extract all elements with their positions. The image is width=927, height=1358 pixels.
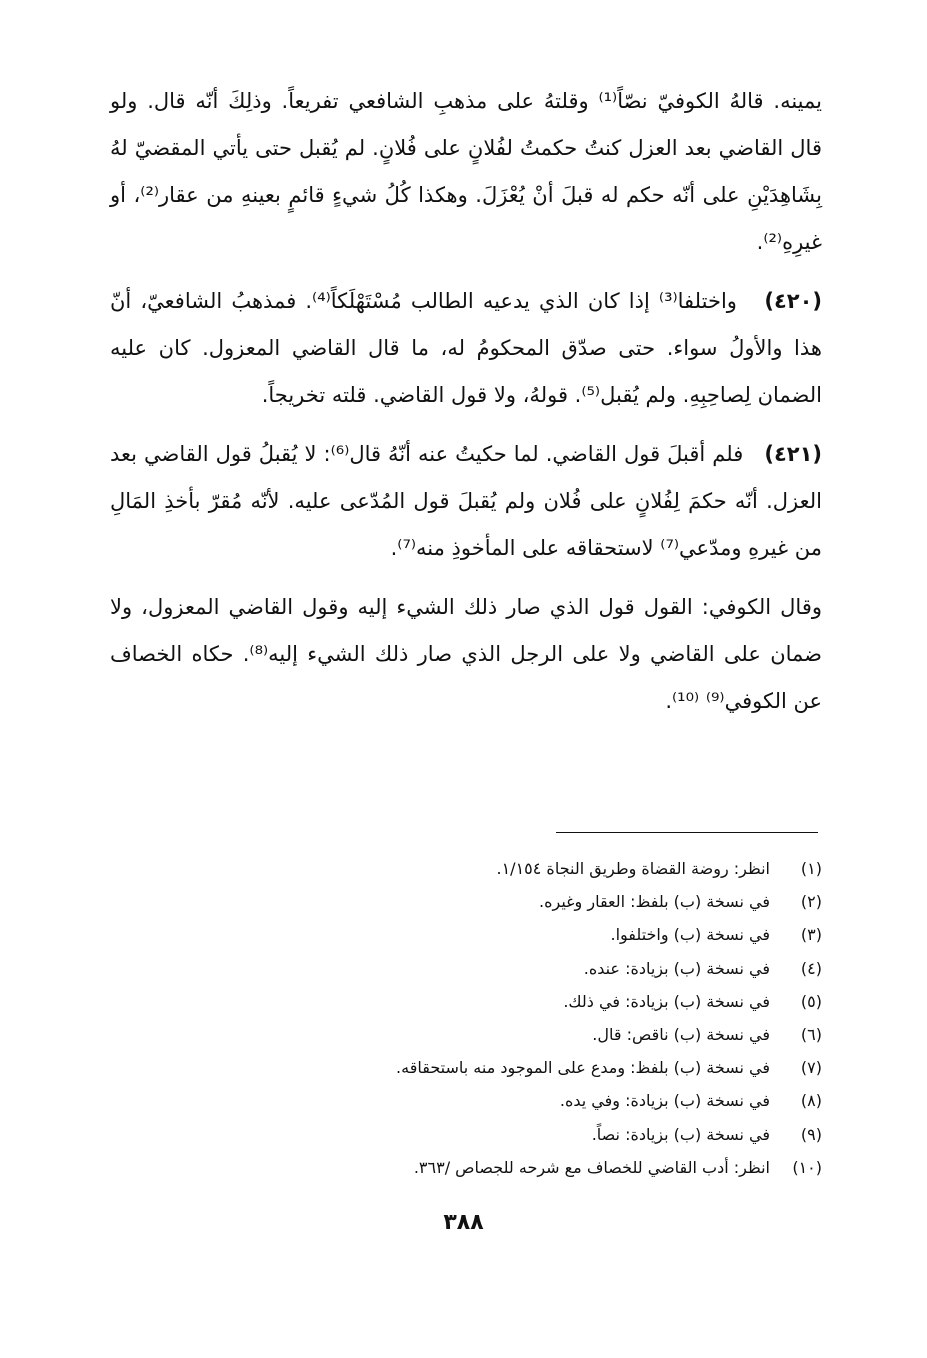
footnote xyxy=(262,852,822,885)
footnote-number: (٣) xyxy=(800,925,822,945)
footnote-text: في نسخة (ب) ناقص: قال. xyxy=(592,1025,770,1045)
footnote-text: في نسخة (ب) بزيادة: وفي يده. xyxy=(559,1091,770,1111)
footnote xyxy=(262,1118,822,1151)
paragraph-number: (٤٢٠) xyxy=(764,289,823,313)
footnote-text: في نسخة (ب) بزيادة: نصاً. xyxy=(591,1124,770,1144)
paragraph-421 xyxy=(110,431,822,572)
footnote-number: (١٠) xyxy=(792,1157,822,1177)
paragraph-kufi xyxy=(110,584,822,725)
footnote-text: في نسخة (ب) بزيادة: عنده. xyxy=(583,958,770,978)
footnote xyxy=(262,1051,822,1084)
footnote xyxy=(262,918,822,951)
footnote-number: (١) xyxy=(800,859,822,878)
paragraph-420 xyxy=(110,278,822,419)
paragraph-text: واختلفا⁽³⁾ إذا كان الذي يدعيه الطالب مُسْتَهْلَكاً⁽⁴⁾. فمذهبُ الشافعيّ، أنّ هذا والأولُ سواء. حتى صدّق المحكومُ له، ما قال القاضي المعزول. كان عليه الضمان لِصاحِبِهِ. ولم يُقبل⁽⁵⁾. قولهُ، ولا قول القاضي. قلته تخريجاً. xyxy=(110,289,822,407)
footnote-text: في نسخة (ب) بلفظ: ومدع على الموجود منه باستحقاقه. xyxy=(396,1058,770,1078)
footnote-number: (٩) xyxy=(800,1124,822,1144)
paragraph-text: يمينه. قالهُ الكوفيّ نصّاً⁽¹⁾ وقلتهُ على مذهبِ الشافعي تفريعاً. وذلِكَ أنّه قال. ولو قال القاضي بعد العزل كنتُ حكمتُ لفُلانٍ على فُلانٍ. لم يُقبل حتى يأتي المقضيّ لهُ بِشَاهِدَيْنِ على أنّه حكم له قبلَ أنْ يُعْزَلَ. وهكذا كُلُ شيءٍ قائمٍ بعينهِ من عقار⁽²⁾، أو غيرِهِ⁽²⁾. xyxy=(110,89,822,254)
footnote xyxy=(262,985,822,1018)
footnote-number: (٤) xyxy=(800,958,822,978)
paragraph-text: فلم أقبلَ قول القاضي. لما حكيتُ عنه أنّهُ قال⁽⁶⁾: لا يُقبلُ قول القاضي بعد العزل. أنّه حكمَ لِفُلانٍ على فُلان ولم يُقبلَ قول المُدّعى عليه. لأنّه مُقرّ بأخذِ المَالِ من غيرهِ ومدّعي⁽⁷⁾ لاستحقاقه على المأخوذِ منه⁽⁷⁾. xyxy=(110,442,822,560)
footnote xyxy=(262,885,822,918)
paragraph-intro xyxy=(110,78,822,266)
footnote-number: (٨) xyxy=(800,1091,822,1111)
footnote-number: (٦) xyxy=(800,1025,822,1045)
footnote-number: (٧) xyxy=(800,1058,822,1078)
footnote-text: في نسخة (ب) بزيادة: في ذلك. xyxy=(563,991,770,1011)
footnote-number: (٥) xyxy=(800,991,822,1011)
main-text xyxy=(110,78,822,725)
page-number: ٣٨٨ xyxy=(443,1210,484,1235)
footnote xyxy=(262,952,822,985)
footnote-text: انظر: أدب القاضي للخصاف مع شرحه للجصاص /٣٦٣. xyxy=(413,1157,770,1177)
footnote xyxy=(262,1084,822,1117)
footnote xyxy=(262,1151,822,1184)
footnotes-list xyxy=(262,852,822,1184)
paragraph-number: (٤٢١) xyxy=(764,442,822,466)
footnote-divider xyxy=(556,832,818,833)
footnote-text: في نسخة (ب) واختلفوا. xyxy=(610,925,770,945)
paragraph-text: وقال الكوفي: القول قول الذي صار ذلك الشيء إليه وقول القاضي المعزول، ولا ضمان على القاضي ولا على الرجل الذي صار ذلك الشيء إليه⁽⁸⁾. حكاه الخصاف عن الكوفي⁽⁹⁾ ⁽¹⁰⁾. xyxy=(110,595,822,713)
footnote-number: (٢) xyxy=(800,892,822,912)
footnote-text: في نسخة (ب) بلفظ: العقار وغيره. xyxy=(539,892,770,912)
footnote-text: انظر: روضة القضاة وطريق النجاة ١/١٥٤. xyxy=(496,859,770,878)
footnote xyxy=(262,1018,822,1051)
